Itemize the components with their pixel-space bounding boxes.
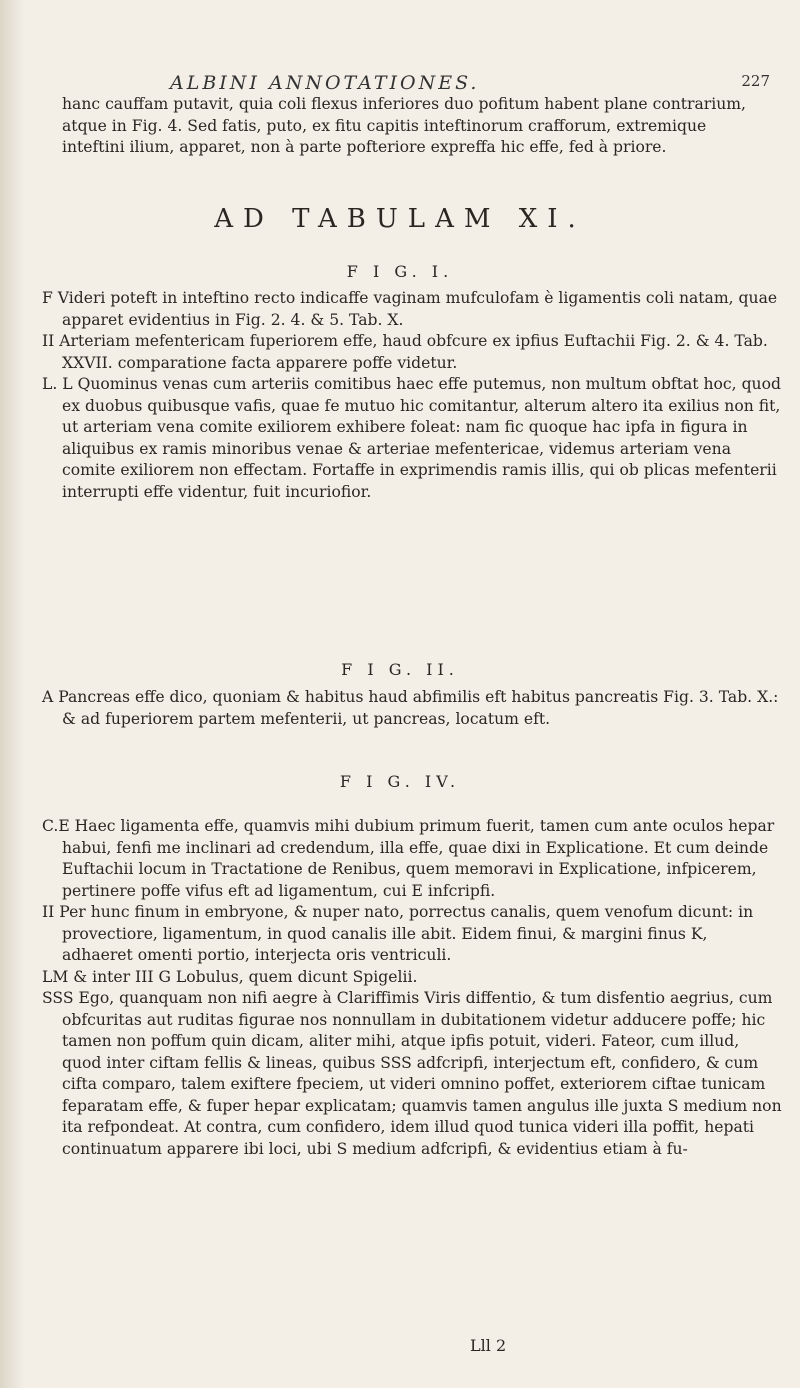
intro-paragraph: hanc cauffam putavit, quia coli flexus inferiores duo pofitum habent plane contrarium, atque in Fig. 4. Sed fatis, puto, ex fitu capitis inteftinorum crafforum, extremique inteftini ilium, apparet, non à parte pofteriore expreffa hic effe, fed à priore. <box>62 95 746 156</box>
signature-mark: Lll 2 <box>470 1336 507 1355</box>
fig4-entry: II Per hunc finum in embryone, & nuper nato, porrectus canalis, quem venofum dicunt: in provectiore, ligamentum, in quod canalis ille abit. Eidem finui, & margini finus K, adhaeret omenti portio, interjecta oris ventriculi. <box>42 903 754 964</box>
fig2-title: F I G. II. <box>341 660 459 679</box>
fig1-entry: II Arteriam mefentericam fuperiorem effe, haud obfcure ex ipfius Euftachii Fig. 2. & 4. Tab. XXVII. comparatione facta apparere poffe videtur. <box>42 332 768 372</box>
fig4-entry: C.E Haec ligamenta effe, quamvis mihi dubium primum fuerit, tamen cum ante oculos hepar habui, fenfi me inclinari ad credendum, illa effe, quae dixi in Explicatione. Et cum deinde Euftachii locum in Tractatione de Renibus, quem memoravi in Explicatione, infpicerem, pertinere poffe vifus eft ad ligamentum, cui E infcripfi. <box>42 817 775 900</box>
fig4-entries <box>42 816 782 1160</box>
fig1-entry: L. L Quominus venas cum arteriis comitibus haec effe putemus, non multum obftat hoc, quod ex duobus quibusque vafis, quae fe mutuo hic comitantur, alterum altero ita exilius non fit, ut arteriam vena comite exiliorem exhibere foleat: nam fic quoque hac ipfa in figura in aliquibus ex ramis minoribus venae & arteriae mefentericae, videmus arteriam vena comite exiliorem non effectam. Fortaffe in exprimendis ramis illis, qui ob plicas mefenterii interrupti effe videntur, fuit incuriofior. <box>42 375 781 501</box>
running-title: ALBINI ANNOTATIONES. <box>170 72 480 94</box>
fig1-entry: F Videri poteft in inteftino recto indicaffe vaginam mufculofam è ligamentis coli natam, quae apparet evidentius in Fig. 2. 4. & 5. Tab. X. <box>42 289 778 329</box>
running-header <box>170 72 770 94</box>
fig2-entries <box>42 687 782 730</box>
fig4-entry: SSS Ego, quanquam non nifi aegre à Clariffimis Viris diffentio, & tum disfentio aegrius, cum obfcuritas aut ruditas figurae nos nonnullam in dubitationem videtur adducere poffe; hic tamen non poffum quin dicam, aliter mihi, atque ipfis potuit, videri. Fateor, cum illud, quod inter ciftam fellis & lineas, quibus SSS adfcripfi, interjectum eft, confidero, & cum cifta comparo, talem exiftere fpeciem, ut videri omnino poffet, exteriorem ciftae tunicam feparatam effe, & fuper hepar explicatam; quamvis tamen angulus ille juxta S medium non ita refpondeat. At contra, cum confidero, idem illud quod tunica videri illa poffit, hepati continuatum apparere ibi loci, ubi S medium adfcripfi, & evidentius etiam à fu- <box>42 989 782 1158</box>
fig2-entry: A Pancreas effe dico, quoniam & habitus haud abfimilis eft habitus pancreatis Fig. 3. Tab. X.: & ad fuperiorem partem mefenterii, ut pancreas, locatum eft. <box>42 688 779 728</box>
fig1-title: F I G. I. <box>346 262 454 281</box>
fig4-entry: LM & inter III G Lobulus, quem dicunt Spigelii. <box>42 967 418 986</box>
section-title: AD TABULAM XI. <box>214 204 586 234</box>
fig1-entries <box>42 288 782 503</box>
page-number: 227 <box>741 72 770 90</box>
fig4-title: F I G. IV. <box>339 772 461 791</box>
